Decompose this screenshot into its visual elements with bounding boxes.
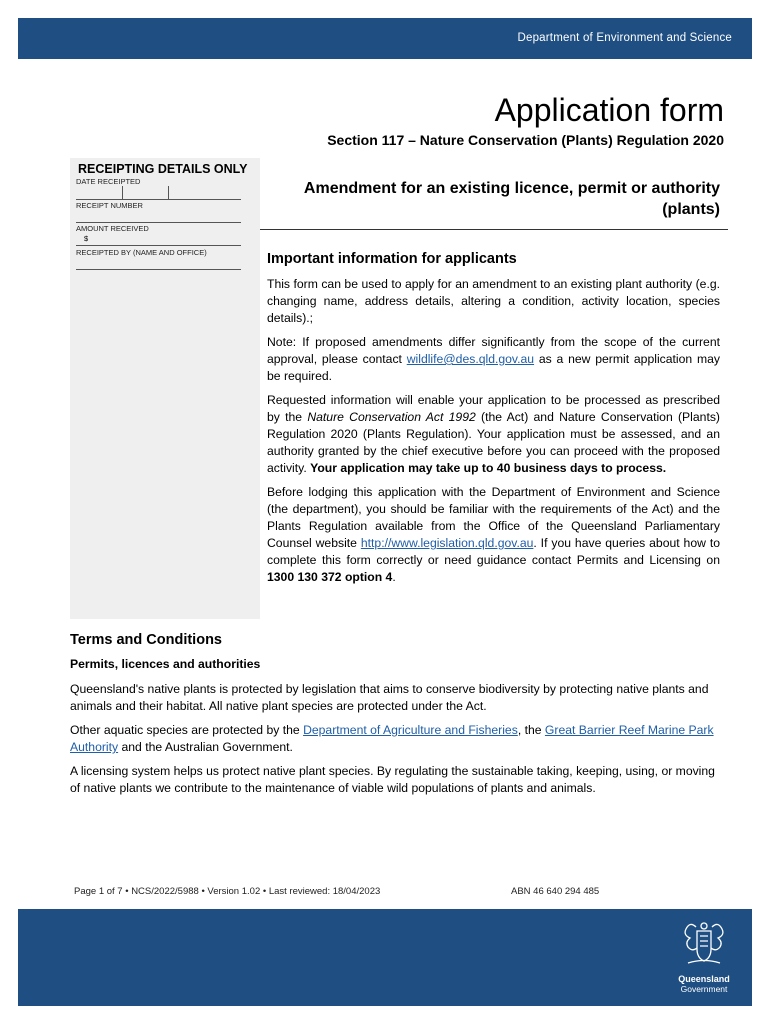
processing-time-note: Your application may take up to 40 business days to process. [310, 461, 667, 475]
email-link[interactable]: wildlife@des.qld.gov.au [406, 352, 535, 366]
currency-symbol: $ [84, 234, 89, 243]
important-info-body [267, 276, 720, 593]
bottom-banner [18, 909, 752, 1006]
info-paragraph: This form can be used to apply for an amendment to an existing plant authority (e.g. changing name, address details, altering a condition, activity location, species details).; [267, 277, 720, 325]
important-info-heading: Important information for applicants [267, 251, 517, 267]
date-receipted-label: DATE RECEIPTED [76, 177, 141, 186]
page-title: Application form [494, 92, 724, 128]
date-divider [168, 186, 169, 199]
terms-paragraph: Queensland's native plants is protected by legislation that aims to conserve biodiversity by protecting native plants and animals and their habitat. All native plant species are protected under the Act. [70, 682, 709, 713]
daf-link[interactable]: Department of Agriculture and Fisheries [303, 723, 518, 737]
date-divider [122, 186, 123, 199]
abn: ABN 46 640 294 485 [511, 886, 600, 897]
receipted-by-field[interactable] [76, 269, 241, 270]
terms-heading: Terms and Conditions [70, 632, 222, 648]
phone-number: 1300 130 372 option 4 [267, 570, 393, 584]
info-paragraph: Requested information will enable your application to be processed as prescribed by the Nature Conservation Act 1992 (the Act) and Nature Conservation (Plants) Regulation 2020 (Plants Regulation). Your application must be assessed, and an authority granted by the chief executive before you can proceed with the proposed activity. Your application may take up to 40 business days to process. [267, 393, 720, 475]
logo-name: Queensland [678, 974, 730, 984]
info-paragraph: Note: If proposed amendments differ significantly from the scope of the current approval, please contact wildlife@des.qld.gov.au as a new permit application may be required. [267, 335, 720, 383]
page-subtitle: Section 117 – Nature Conservation (Plants) Regulation 2020 [327, 132, 724, 148]
receipt-number-label: RECEIPT NUMBER [76, 201, 143, 210]
legislation-link[interactable]: http://www.legislation.qld.gov.au [360, 536, 534, 550]
logo-sub: Government [680, 984, 728, 994]
top-banner [18, 18, 752, 59]
receipted-by-label: RECEIPTED BY (NAME AND OFFICE) [76, 248, 207, 257]
terms-section [70, 632, 725, 804]
terms-subheading: Permits, licences and authorities [70, 657, 261, 671]
receipt-number-field[interactable] [76, 222, 241, 223]
terms-paragraph: Other aquatic species are protected by the Department of Agriculture and Fisheries, the Great Barrier Reef Marine Park Authority and the Australian Government. [70, 723, 714, 754]
info-paragraph: Before lodging this application with the Department of Environment and Science (the department), you should be familiar with the requirements of the Act) and the Plants Regulation available from the Office of the Queensland Parliamentary Counsel website http://www.legislation.qld.gov.au. If you have queries about how to complete this form correctly or need guidance contact Permits and Licensing on 1300 130 372 option 4. [267, 485, 720, 584]
receipting-details-box [70, 158, 260, 619]
act-name: Nature Conservation Act 1992 [307, 410, 476, 424]
amount-received-label: AMOUNT RECEIVED [76, 224, 149, 233]
amount-received-field[interactable] [76, 245, 241, 246]
department-name: Department of Environment and Science [517, 32, 732, 44]
gbrmpa-link[interactable]: Great Barrier Reef Marine Park Authority [70, 723, 714, 754]
page-info: Page 1 of 7 • NCS/2022/5988 • Version 1.02 • Last reviewed: 18/04/2023 [74, 886, 381, 897]
coat-of-arms-icon [678, 919, 730, 969]
divider [260, 229, 728, 230]
queensland-government-logo [674, 919, 734, 994]
amendment-title: Amendment for an existing licence, permit or authority (plants) [303, 180, 720, 218]
receipting-title: RECEIPTING DETAILS ONLY [78, 162, 248, 176]
date-receipted-field[interactable] [76, 199, 241, 200]
terms-paragraph: A licensing system helps us protect native plant species. By regulating the sustainable taking, keeping, using, or moving of native plants we contribute to the maintenance of viable wild populations of plants and animals. [70, 764, 715, 795]
